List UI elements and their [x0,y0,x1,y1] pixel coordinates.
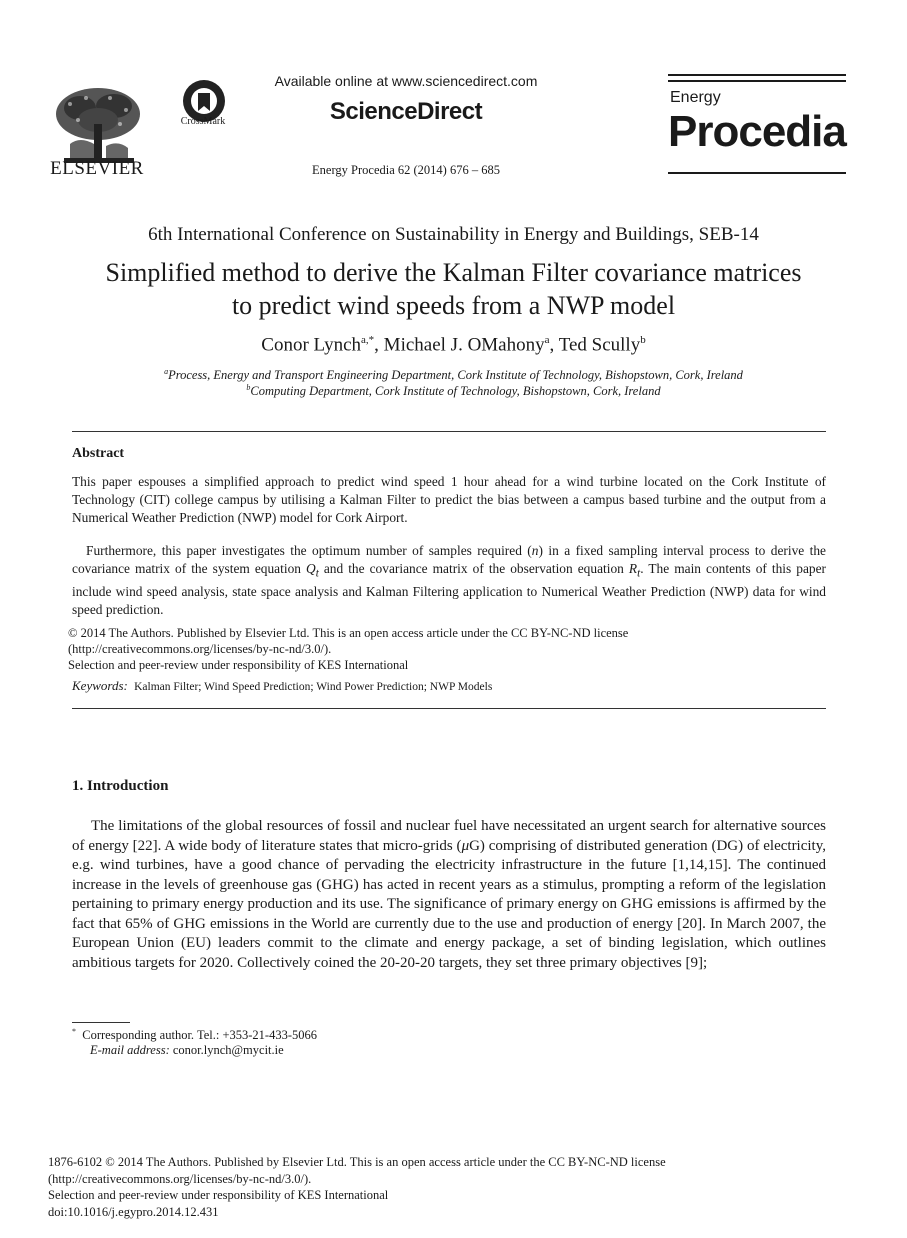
title-line-2: to predict wind speeds from a NWP model [231,291,676,320]
journal-name-small: Energy [670,89,721,106]
author-affiliation-mark: b [640,334,646,346]
math-subscript: t [315,567,319,580]
sciencedirect-logo: ScienceDirect [329,98,483,125]
affiliation-mark: b [246,383,251,392]
issn-copyright-line: 1876-6102 © 2014 The Authors. Published by Elsevier Ltd. This is an open access article under the CC BY-NC-ND license [48,1155,666,1169]
available-online-text: Available online at www.sciencedirect.com [274,73,538,89]
abstract-paragraph-2 [72,542,826,619]
author-name: Michael J. OMahony [383,334,545,356]
doi-line[interactable]: doi:10.1016/j.egypro.2014.12.431 [48,1204,219,1219]
abstract-top-rule [72,431,826,432]
email-label: E-mail address: [90,1043,170,1057]
abstract-bottom-rule [72,708,826,709]
license-link[interactable]: (http://creativecommons.org/licenses/by-nc-nd/3.0/). [48,1171,312,1186]
abstract-text: . The main contents of this paper include wind speed analysis, state space analysis and Kalman Filtering application to Numerical Weather Prediction (NWP) data for wind speed prediction. [72,561,827,617]
section-heading-introduction: 1. Introduction [72,778,169,794]
affiliation-text: Process, Energy and Transport Engineering Department, Cork Institute of Technology, Bishopstown, Cork, Ireland [168,368,743,383]
footnote-email [90,1043,284,1058]
journal-reference: Energy Procedia 62 (2014) 676 – 685 [312,163,500,177]
affiliation-text: Computing Department, Cork Institute of Technology, Bishopstown, Cork, Ireland [250,384,661,399]
peer-review-line: Selection and peer-review under responsibility of KES International [48,1188,389,1203]
abstract-paragraph-1: This paper espouses a simplified approach to predict wind speed 1 hour ahead for a wind turbine located on the Cork Institute of Technology (CIT) college campus by utilising a Kalman Filter to predict the bias between a campus based turbine and the output from a Numerical Weather Prediction (NWP) model for Cork Airport. [72,474,826,525]
author-separator: , [374,334,384,356]
energy-procedia-logo [668,74,846,178]
author-name: Ted Scully [558,334,641,356]
affiliation-mark: a [164,367,169,376]
abstract-text: Furthermore, this paper investigates the optimum number of samples required ( [86,543,532,558]
math-symbol: n [531,543,539,558]
copyright-line: © 2014 The Authors. Published by Elsevier Ltd. This is an open access article under the CC BY-NC-ND license [68,626,629,640]
math-subscript: t [637,567,641,580]
math-symbol: μ [461,837,470,854]
footnote-text: Corresponding author. Tel.: +353-21-433-5066 [82,1028,317,1043]
author-name: Conor Lynch [261,334,362,356]
author-separator: , [549,334,559,356]
author-affiliation-mark: a [544,334,550,346]
footnote-rule [72,1022,130,1023]
logo-rule-top-2 [668,80,846,82]
title-line-1: Simplified method to derive the Kalman Filter covariance matrices [105,258,802,287]
math-symbol: R [628,561,638,576]
keywords-label: Keywords: [72,678,128,693]
abstract-heading: Abstract [72,446,125,461]
math-symbol: Q [306,561,316,576]
email-address[interactable]: conor.lynch@mycit.ie [172,1043,284,1057]
logo-rule-top [668,74,846,76]
peer-review-line: Selection and peer-review under responsibility of KES International [68,658,409,672]
paper-title [40,256,867,322]
publisher-name: ELSEVIER [50,158,144,179]
logo-rule-bottom [668,172,846,174]
conference-name: 6th International Conference on Sustainability in Energy and Buildings, SEB-14 [148,224,759,245]
license-link[interactable]: (http://creativecommons.org/licenses/by-nc-nd/3.0/). [68,642,332,656]
abstract-text: ) in a fixed sampling interval process to derive the covariance matrix of the system equation [72,543,826,576]
author-affiliation-mark: a,* [361,334,375,346]
affiliation-a [40,367,867,383]
affiliation-b [40,383,867,399]
intro-text: G) comprising of distributed generation (DG) of electricity, e.g. wind turbines, have a good chance of pervading the electricity infrastructure in the future [1,14,15]. The continued increase in the levels of greenhouse gas (GHG) has acted in recent years as a stimulus, prompting a reform of the legislation pertaining to primary energy production and its use. The significance of primary energy on GHG emissions is affirmed by the fact that 65% of GHG emissions in the World are currently due to the use and production of energy [20]. In March 2007, the European Union (EU) leaders commit to the climate and energy package, a set of binding legislation, which outlines ambitious targets for 2020. Collectively coined the 20-20-20 targets, they set three primary objectives [9]; [72,837,826,971]
footnote-mark: * [72,1027,76,1036]
abstract-text: and the covariance matrix of the observation equation [318,561,629,576]
crossmark-label: CrossMark [180,116,226,127]
journal-name-big: Procedia [668,107,846,156]
bottom-copyright-block [48,1154,848,1220]
introduction-paragraph [72,817,826,973]
author-list [40,334,867,356]
keywords-line [72,678,832,695]
copyright-notice [68,625,828,673]
intro-text: The limitations of the global resources of fossil and nuclear fuel have necessitated an urgent search for alternative sources of energy [22]. A wide body of literature states that micro-grids ( [72,818,826,854]
footnote-corresponding-author [72,1027,317,1043]
keywords-list: Kalman Filter; Wind Speed Prediction; Wind Power Prediction; NWP Models [134,681,493,693]
